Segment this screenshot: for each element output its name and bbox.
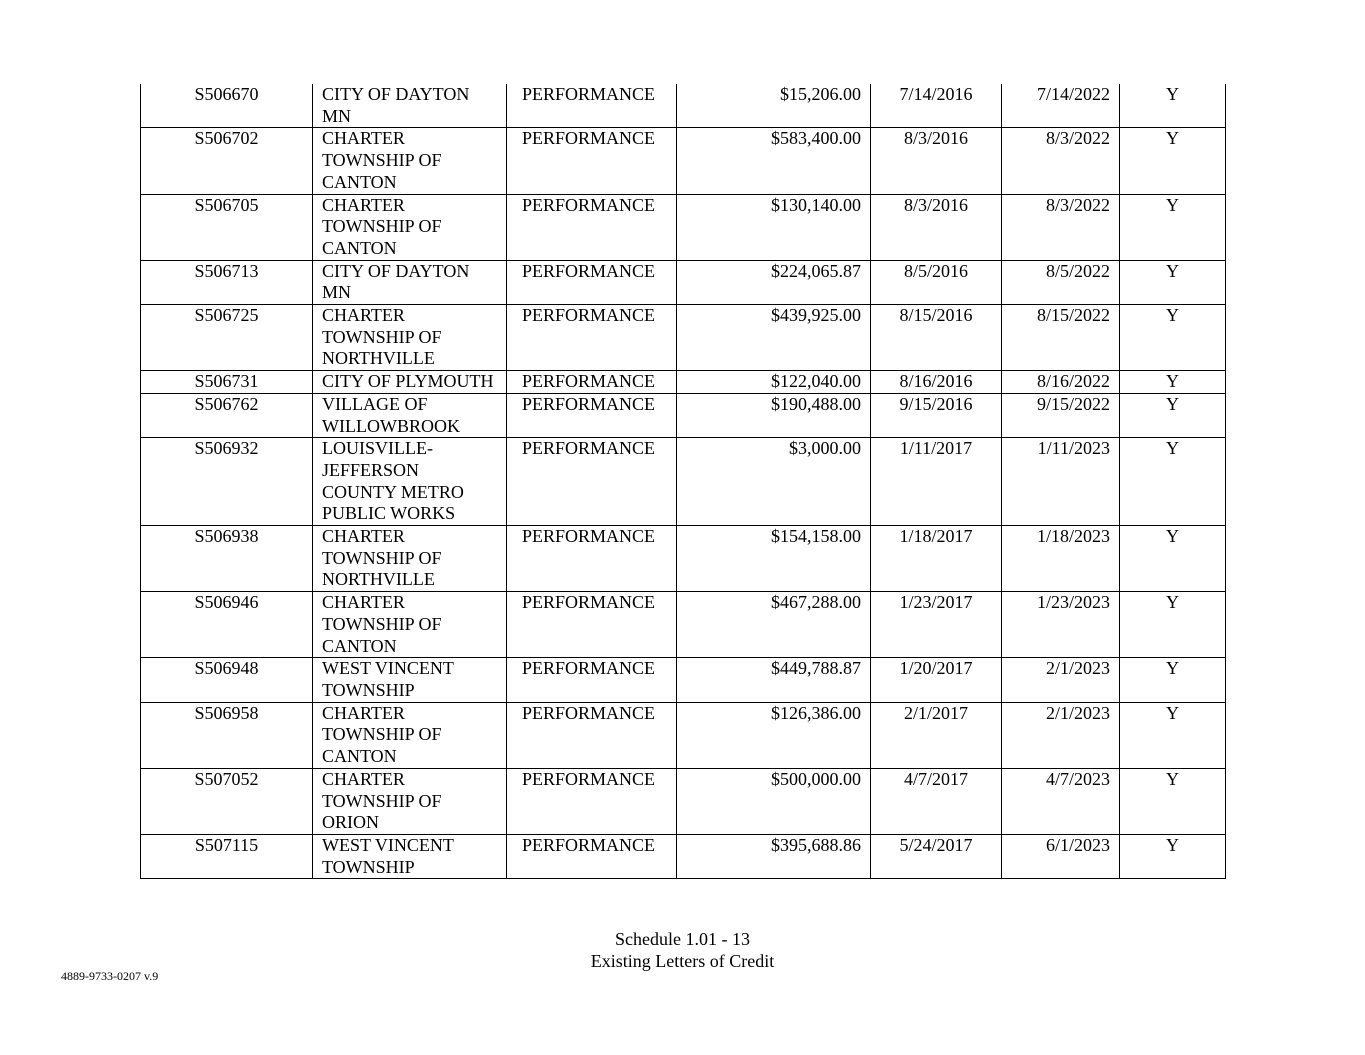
amount-cell: $15,206.00: [677, 84, 871, 128]
issue-date-cell: 5/24/2017: [871, 834, 1002, 878]
beneficiary-cell: LOUISVILLE-JEFFERSON COUNTY METRO PUBLIC WORKS: [313, 438, 507, 526]
letter-number-cell: S506938: [141, 526, 313, 592]
table-row: [141, 768, 1226, 834]
letter-number-cell: S507052: [141, 768, 313, 834]
table-row: [141, 128, 1226, 194]
flag-cell: Y: [1120, 260, 1226, 304]
amount-cell: $449,788.87: [677, 658, 871, 702]
beneficiary-cell: VILLAGE OF WILLOWBROOK: [313, 393, 507, 437]
letter-number-cell: S506670: [141, 84, 313, 128]
issue-date-cell: 4/7/2017: [871, 768, 1002, 834]
table-row: [141, 371, 1226, 394]
expiry-date-cell: 8/15/2022: [1002, 305, 1120, 371]
beneficiary-cell: CHARTER TOWNSHIP OF CANTON: [313, 128, 507, 194]
beneficiary-cell: CHARTER TOWNSHIP OF CANTON: [313, 592, 507, 658]
expiry-date-cell: 8/16/2022: [1002, 371, 1120, 394]
table-body: [141, 84, 1226, 879]
amount-cell: $154,158.00: [677, 526, 871, 592]
beneficiary-cell: CITY OF DAYTON MN: [313, 84, 507, 128]
table-row: [141, 84, 1226, 128]
issue-date-cell: 8/5/2016: [871, 260, 1002, 304]
flag-cell: Y: [1120, 128, 1226, 194]
expiry-date-cell: 7/14/2022: [1002, 84, 1120, 128]
flag-cell: Y: [1120, 834, 1226, 878]
type-cell: PERFORMANCE: [507, 128, 677, 194]
expiry-date-cell: 8/3/2022: [1002, 128, 1120, 194]
amount-cell: $583,400.00: [677, 128, 871, 194]
table-row: [141, 260, 1226, 304]
issue-date-cell: 8/3/2016: [871, 194, 1002, 260]
letter-number-cell: S506958: [141, 702, 313, 768]
flag-cell: Y: [1120, 194, 1226, 260]
table-row: [141, 526, 1226, 592]
table-row: [141, 305, 1226, 371]
amount-cell: $122,040.00: [677, 371, 871, 394]
issue-date-cell: 1/11/2017: [871, 438, 1002, 526]
beneficiary-cell: CHARTER TOWNSHIP OF ORION: [313, 768, 507, 834]
type-cell: PERFORMANCE: [507, 305, 677, 371]
letter-number-cell: S506725: [141, 305, 313, 371]
letter-number-cell: S506705: [141, 194, 313, 260]
expiry-date-cell: 8/3/2022: [1002, 194, 1120, 260]
expiry-date-cell: 1/11/2023: [1002, 438, 1120, 526]
issue-date-cell: 7/14/2016: [871, 84, 1002, 128]
beneficiary-cell: WEST VINCENT TOWNSHIP: [313, 834, 507, 878]
table-row: [141, 393, 1226, 437]
amount-cell: $3,000.00: [677, 438, 871, 526]
letter-number-cell: S506762: [141, 393, 313, 437]
type-cell: PERFORMANCE: [507, 393, 677, 437]
issue-date-cell: 8/3/2016: [871, 128, 1002, 194]
beneficiary-cell: CITY OF DAYTON MN: [313, 260, 507, 304]
type-cell: PERFORMANCE: [507, 658, 677, 702]
expiry-date-cell: 6/1/2023: [1002, 834, 1120, 878]
letter-number-cell: S507115: [141, 834, 313, 878]
beneficiary-cell: CHARTER TOWNSHIP OF NORTHVILLE: [313, 305, 507, 371]
amount-cell: $130,140.00: [677, 194, 871, 260]
flag-cell: Y: [1120, 438, 1226, 526]
expiry-date-cell: 2/1/2023: [1002, 702, 1120, 768]
expiry-date-cell: 9/15/2022: [1002, 393, 1120, 437]
amount-cell: $190,488.00: [677, 393, 871, 437]
schedule-caption: Existing Letters of Credit: [590, 951, 775, 971]
letter-number-cell: S506948: [141, 658, 313, 702]
table-row: [141, 834, 1226, 878]
amount-cell: $439,925.00: [677, 305, 871, 371]
letter-number-cell: S506946: [141, 592, 313, 658]
flag-cell: Y: [1120, 526, 1226, 592]
issue-date-cell: 8/15/2016: [871, 305, 1002, 371]
table-row: [141, 438, 1226, 526]
type-cell: PERFORMANCE: [507, 834, 677, 878]
amount-cell: $467,288.00: [677, 592, 871, 658]
type-cell: PERFORMANCE: [507, 84, 677, 128]
flag-cell: Y: [1120, 768, 1226, 834]
flag-cell: Y: [1120, 305, 1226, 371]
table-row: [141, 658, 1226, 702]
beneficiary-cell: WEST VINCENT TOWNSHIP: [313, 658, 507, 702]
table-row: [141, 592, 1226, 658]
issue-date-cell: 9/15/2016: [871, 393, 1002, 437]
document-id: 4889-9733-0207 v.9: [61, 969, 159, 983]
type-cell: PERFORMANCE: [507, 260, 677, 304]
type-cell: PERFORMANCE: [507, 526, 677, 592]
letter-number-cell: S506713: [141, 260, 313, 304]
issue-date-cell: 1/20/2017: [871, 658, 1002, 702]
type-cell: PERFORMANCE: [507, 768, 677, 834]
expiry-date-cell: 8/5/2022: [1002, 260, 1120, 304]
issue-date-cell: 8/16/2016: [871, 371, 1002, 394]
type-cell: PERFORMANCE: [507, 438, 677, 526]
table-row: [141, 194, 1226, 260]
letter-number-cell: S506702: [141, 128, 313, 194]
type-cell: PERFORMANCE: [507, 702, 677, 768]
letters-of-credit-table: [140, 84, 1226, 879]
letter-number-cell: S506731: [141, 371, 313, 394]
beneficiary-cell: CHARTER TOWNSHIP OF NORTHVILLE: [313, 526, 507, 592]
type-cell: PERFORMANCE: [507, 592, 677, 658]
flag-cell: Y: [1120, 393, 1226, 437]
type-cell: PERFORMANCE: [507, 371, 677, 394]
issue-date-cell: 1/23/2017: [871, 592, 1002, 658]
flag-cell: Y: [1120, 658, 1226, 702]
table-row: [141, 702, 1226, 768]
amount-cell: $126,386.00: [677, 702, 871, 768]
flag-cell: Y: [1120, 702, 1226, 768]
flag-cell: Y: [1120, 84, 1226, 128]
beneficiary-cell: CITY OF PLYMOUTH: [313, 371, 507, 394]
type-cell: PERFORMANCE: [507, 194, 677, 260]
expiry-date-cell: 1/23/2023: [1002, 592, 1120, 658]
letter-number-cell: S506932: [141, 438, 313, 526]
flag-cell: Y: [1120, 371, 1226, 394]
expiry-date-cell: 2/1/2023: [1002, 658, 1120, 702]
flag-cell: Y: [1120, 592, 1226, 658]
expiry-date-cell: 4/7/2023: [1002, 768, 1120, 834]
schedule-number: Schedule 1.01 - 13: [615, 929, 750, 949]
beneficiary-cell: CHARTER TOWNSHIP OF CANTON: [313, 702, 507, 768]
expiry-date-cell: 1/18/2023: [1002, 526, 1120, 592]
beneficiary-cell: CHARTER TOWNSHIP OF CANTON: [313, 194, 507, 260]
issue-date-cell: 2/1/2017: [871, 702, 1002, 768]
amount-cell: $500,000.00: [677, 768, 871, 834]
issue-date-cell: 1/18/2017: [871, 526, 1002, 592]
amount-cell: $224,065.87: [677, 260, 871, 304]
amount-cell: $395,688.86: [677, 834, 871, 878]
